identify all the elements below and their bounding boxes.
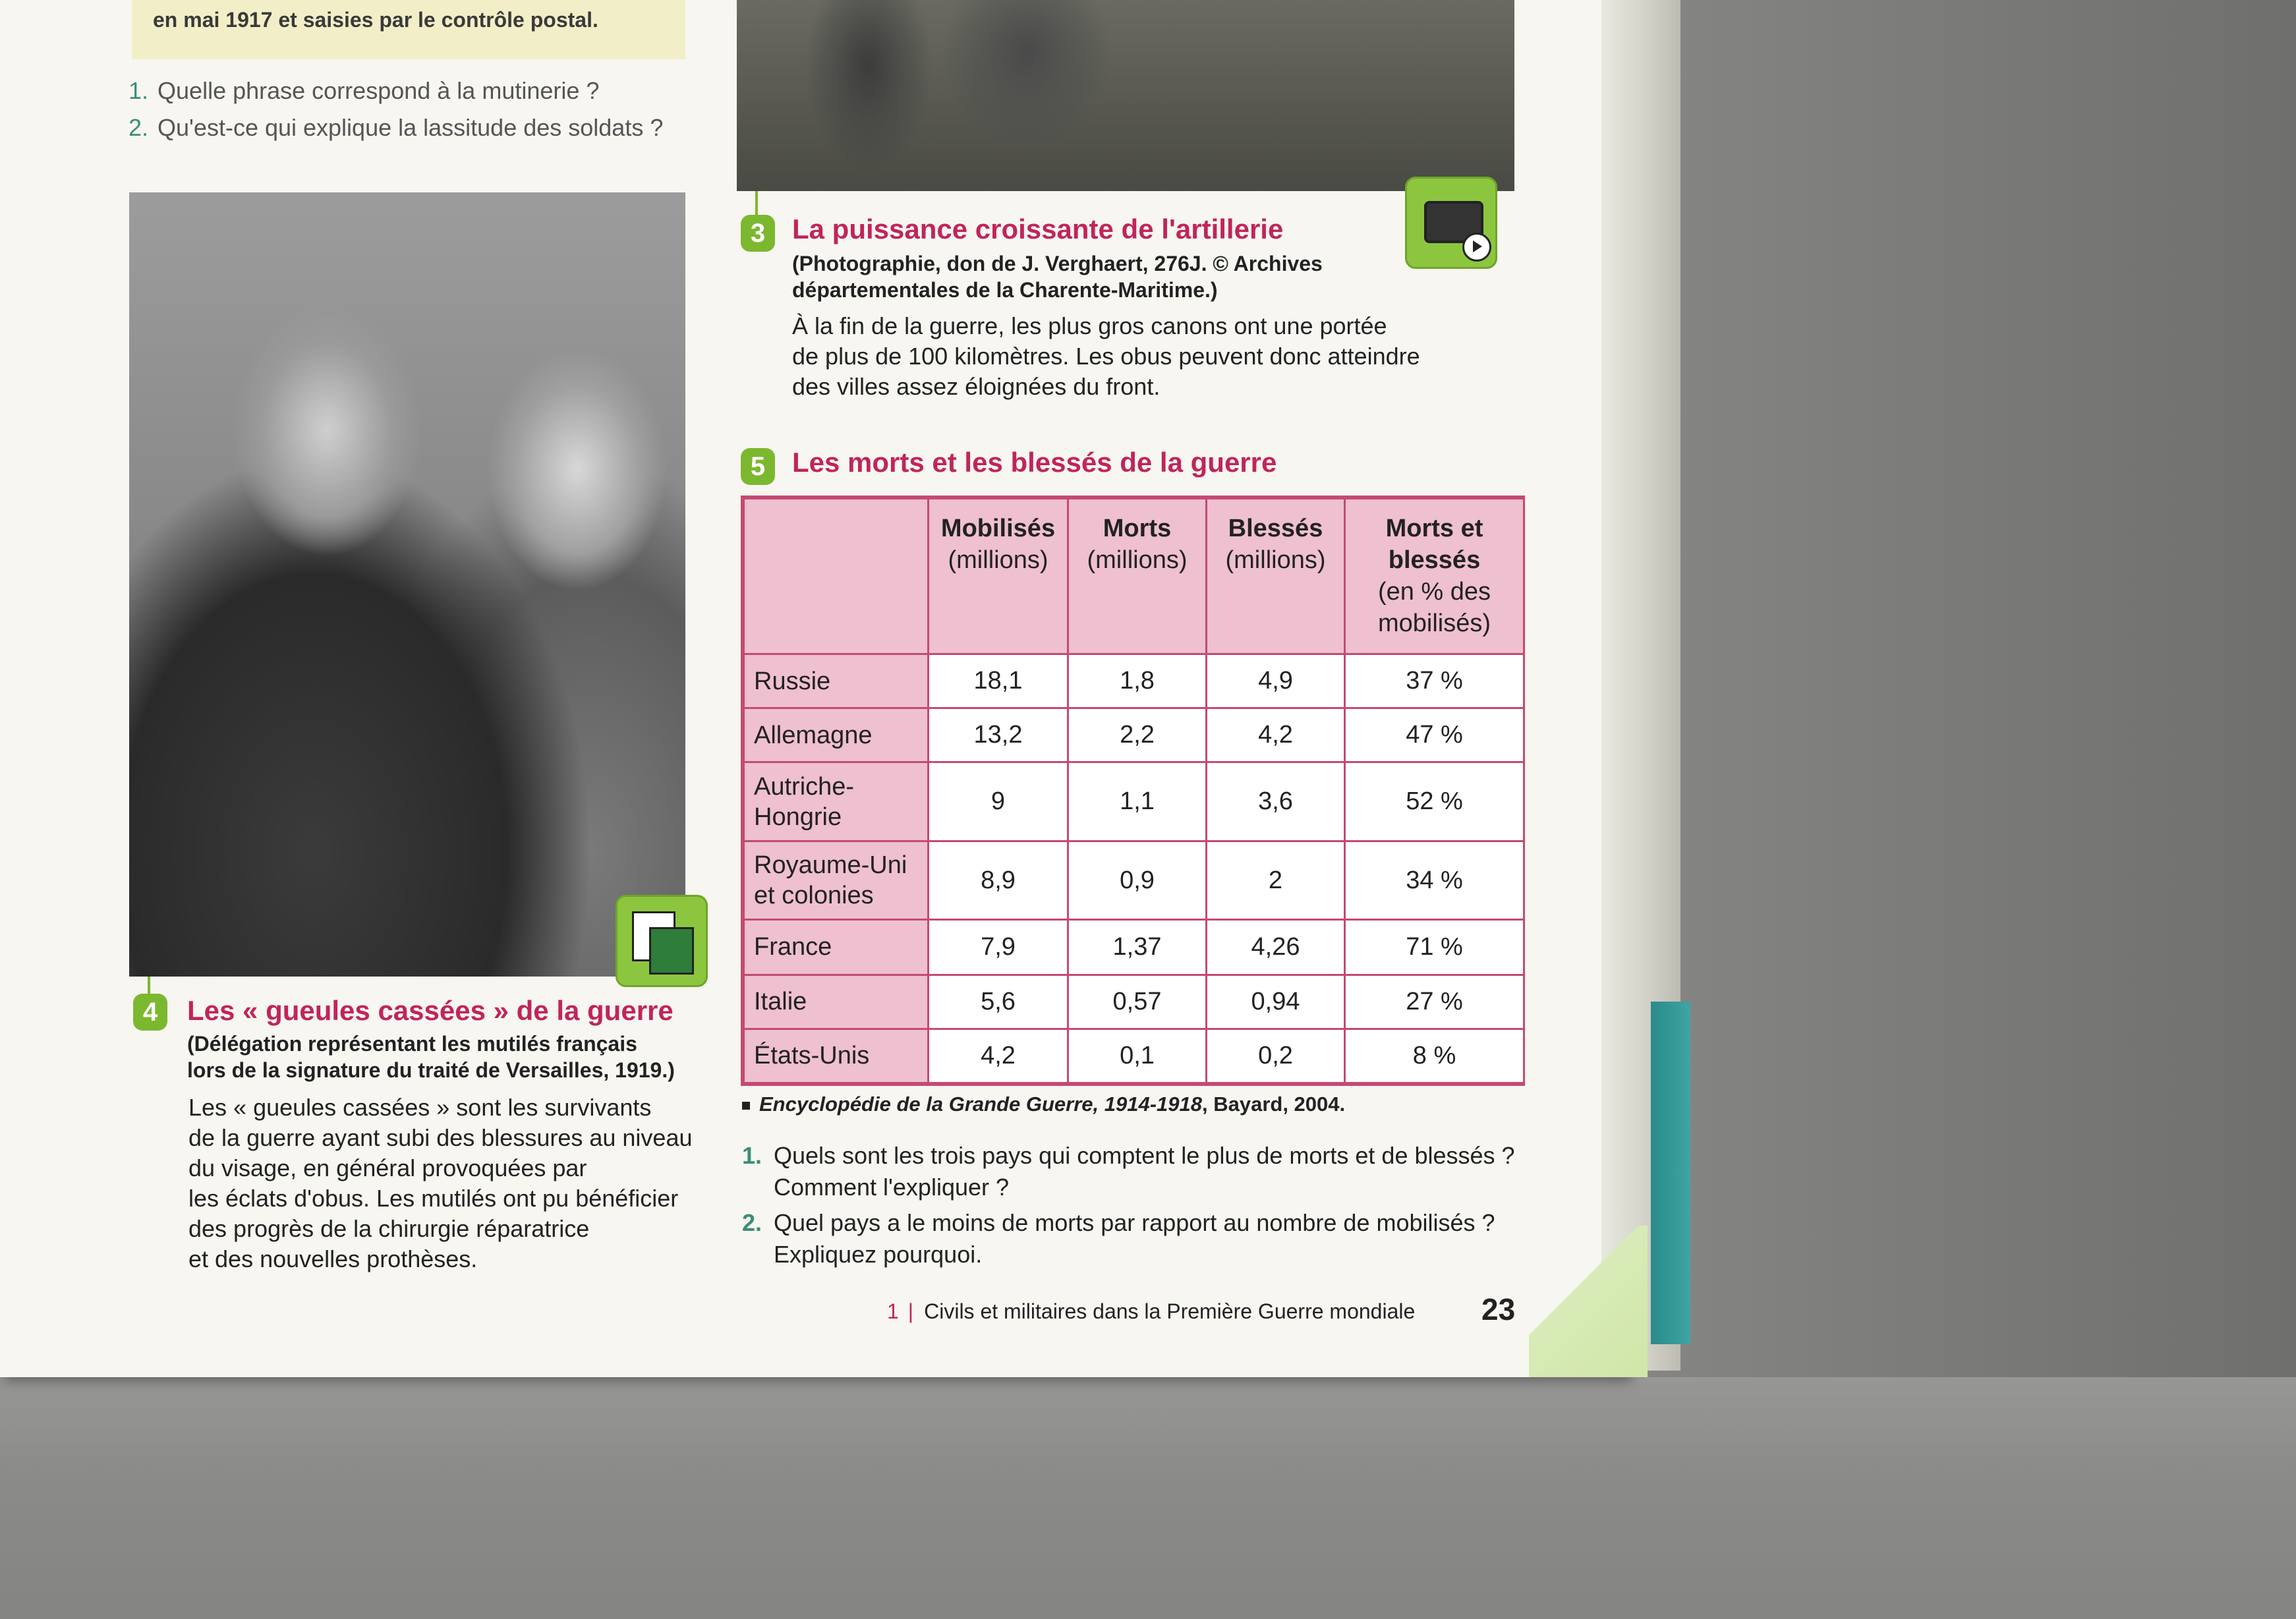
previous-question: 2. Qu'est-ce qui explique la lassitude des soldats ? xyxy=(129,114,664,141)
country-cell: France xyxy=(744,919,929,975)
value-cell: 34 % xyxy=(1345,841,1524,919)
doc5-number: 5 xyxy=(741,448,775,485)
value-cell: 1,37 xyxy=(1068,919,1207,975)
doc4-caption: (Délégation représentant les mutilés français lors de la signature du traité de Versailles, 1919.) xyxy=(187,1032,675,1082)
value-cell: 71 % xyxy=(1345,919,1524,975)
chapter-number: 1 xyxy=(887,1299,899,1323)
footer-separator: | xyxy=(907,1299,914,1323)
doc3-caption: (Photographie, don de J. Verghaert, 276J. © Archives départementales de la Charente-Maritime.) xyxy=(792,252,1323,302)
country-cell: Russie xyxy=(744,654,929,708)
doc3-number: 3 xyxy=(741,215,775,252)
page-footer xyxy=(887,1299,1415,1324)
doc4-number: 4 xyxy=(133,994,167,1031)
scanner-lower-band xyxy=(0,1377,2296,1619)
value-cell: 9 xyxy=(929,762,1068,841)
gueules-cassees-photo xyxy=(129,192,685,977)
header-empty-cell xyxy=(744,499,929,654)
country-cell: Autriche-Hongrie xyxy=(744,762,929,841)
artillery-photo xyxy=(737,0,1514,191)
bullet-square-icon xyxy=(742,1102,750,1110)
doc3-title: La puissance croissante de l'artillerie xyxy=(792,213,1284,244)
doc3-body: À la fin de la guerre, les plus gros canons ont une portée de plus de 100 kilomètres. Les obus peuvent donc atteindre des villes assez éloignées du front. xyxy=(792,312,1420,400)
table-row xyxy=(744,1029,1524,1083)
doc5-title: Les morts et les blessés de la guerre xyxy=(792,447,1277,478)
page-number: 23 xyxy=(1481,1292,1516,1326)
table-row xyxy=(744,654,1524,708)
value-cell: 5,6 xyxy=(929,975,1068,1029)
play-icon xyxy=(1462,233,1491,262)
header-mobilises: Mobilisés (millions) xyxy=(929,499,1068,654)
country-cell: Italie xyxy=(744,975,929,1029)
book-cover-strip xyxy=(1651,1002,1690,1344)
previous-questions xyxy=(129,72,663,146)
header-morts: Morts (millions) xyxy=(1068,499,1207,654)
country-cell: Royaume-Uni et colonies xyxy=(744,841,929,919)
country-cell: Allemagne xyxy=(744,708,929,762)
value-cell: 18,1 xyxy=(929,654,1068,708)
question-item: 1. Quels sont les trois pays qui comptent le plus de morts et de blessés ? Comment l'expliquer ? xyxy=(742,1142,1515,1201)
image-gallery-icon[interactable] xyxy=(616,895,708,987)
table-source: Encyclopédie de la Grande Guerre, 1914-1918, Bayard, 2004. xyxy=(742,1093,1345,1116)
value-cell: 7,9 xyxy=(929,919,1068,975)
table-row xyxy=(744,762,1524,841)
value-cell: 0,94 xyxy=(1207,975,1345,1029)
table-row xyxy=(744,841,1524,919)
value-cell: 0,57 xyxy=(1068,975,1207,1029)
value-cell: 0,1 xyxy=(1068,1029,1207,1083)
value-cell: 37 % xyxy=(1345,654,1524,708)
value-cell: 47 % xyxy=(1345,708,1524,762)
country-cell: États-Unis xyxy=(744,1029,929,1083)
header-blesses: Blessés (millions) xyxy=(1207,499,1345,654)
casualties-table xyxy=(741,496,1525,1086)
value-cell: 4,2 xyxy=(1207,708,1345,762)
value-cell: 4,2 xyxy=(929,1029,1068,1083)
value-cell: 4,26 xyxy=(1207,919,1345,975)
table-header-row xyxy=(744,499,1524,654)
value-cell: 2 xyxy=(1207,841,1345,919)
video-play-icon[interactable] xyxy=(1405,177,1497,269)
value-cell: 13,2 xyxy=(929,708,1068,762)
value-cell: 52 % xyxy=(1345,762,1524,841)
value-cell: 8,9 xyxy=(929,841,1068,919)
doc3-connector xyxy=(755,191,758,217)
table-row xyxy=(744,708,1524,762)
value-cell: 3,6 xyxy=(1207,762,1345,841)
table-row xyxy=(744,975,1524,1029)
doc5-questions xyxy=(742,1140,1546,1274)
previous-question: 1. Quelle phrase correspond à la mutinerie ? xyxy=(129,77,600,104)
page-corner-fold xyxy=(1529,1226,1648,1377)
value-cell: 0,9 xyxy=(1068,841,1207,919)
value-cell: 27 % xyxy=(1345,975,1524,1029)
doc4-title: Les « gueules cassées » de la guerre xyxy=(187,995,674,1026)
value-cell: 1,1 xyxy=(1068,762,1207,841)
top-note-text: en mai 1917 et saisies par le contrôle postal. xyxy=(153,8,598,32)
value-cell: 4,9 xyxy=(1207,654,1345,708)
value-cell: 1,8 xyxy=(1068,654,1207,708)
chapter-title: Civils et militaires dans la Première Guerre mondiale xyxy=(924,1299,1416,1323)
gallery-person-icon xyxy=(649,927,694,975)
doc4-body: Les « gueules cassées » sont les survivants de la guerre ayant subi des blessures au niveau du visage, en général provoquées par les éclats d'obus. Les mutilés ont pu bénéficier des progrès de la chirurgie réparatrice et des nouvelles prothèses. xyxy=(188,1094,693,1272)
table-row xyxy=(744,919,1524,975)
question-item: 2. Quel pays a le moins de morts par rapport au nombre de mobilisés ? Expliquez pourquoi. xyxy=(742,1209,1495,1268)
value-cell: 0,2 xyxy=(1207,1029,1345,1083)
header-morts-et-blesses: Morts et blessés (en % des mobilisés) xyxy=(1345,499,1524,654)
value-cell: 2,2 xyxy=(1068,708,1207,762)
value-cell: 8 % xyxy=(1345,1029,1524,1083)
